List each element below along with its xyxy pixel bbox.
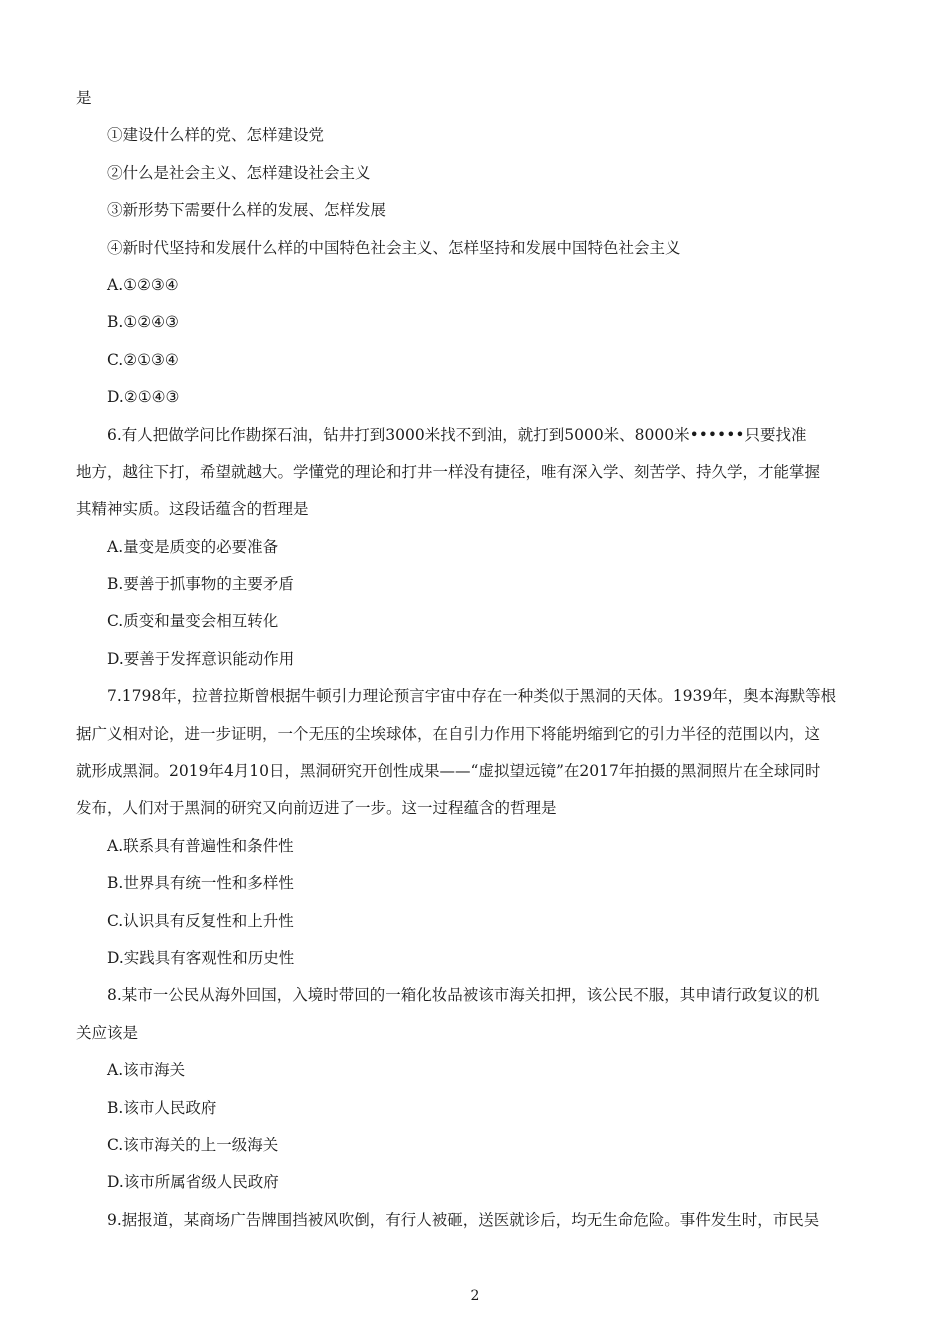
q6-stem-line-2: 地方，越往下打，希望就越大。学懂党的理论和打井一样没有捷径，唯有深入学、刻苦学、持久学，才能掌握 xyxy=(76,462,821,481)
q7-stem xyxy=(76,678,896,828)
q5-stem-tail: 是 xyxy=(76,89,92,107)
q8-option-a: A.该市海关 xyxy=(107,1061,186,1080)
q7-stem-line-3: 就形成黑洞。2019年4月10日，黑洞研究开创性成果——“虚拟望远镜”在2017年拍摄的黑洞照片在全球同时 xyxy=(76,762,821,781)
q6-option-a: A.量变是质变的必要准备 xyxy=(107,537,279,556)
q9-stem xyxy=(76,1202,896,1239)
q8-option-c: C.该市海关的上一级海关 xyxy=(107,1135,279,1154)
q5-option-b: B.①②④③ xyxy=(107,313,179,332)
document-body xyxy=(76,80,896,1239)
q7-option-d: D.实践具有客观性和历史性 xyxy=(107,948,295,967)
q7-option-c: C.认识具有反复性和上升性 xyxy=(107,911,294,930)
q8-stem xyxy=(76,977,896,1052)
q6-option-c: C.质变和量变会相互转化 xyxy=(107,612,279,631)
q6-stem-line-1: 6.有人把做学问比作勘探石油，钻井打到3000米找不到油，就打到5000米、8000米••••••只要找准 xyxy=(107,425,807,444)
q7-stem-line-1: 7.1798年，拉普拉斯曾根据牛顿引力理论预言宇宙中存在一种类似于黑洞的天体。1939年，奥本海默等根 xyxy=(107,687,837,706)
q8-option-d: D.该市所属省级人民政府 xyxy=(107,1173,279,1192)
q5-item-3: ③新形势下需要什么样的发展、怎样发展 xyxy=(107,201,387,220)
q5-item-4: ④新时代坚持和发展什么样的中国特色社会主义、怎样坚持和发展中国特色社会主义 xyxy=(107,238,681,257)
q5-item-1: ①建设什么样的党、怎样建设党 xyxy=(107,126,325,145)
q7-stem-line-2: 据广义相对论，进一步证明，一个无压的尘埃球体，在自引力作用下将能坍缩到它的引力半径的范围以内，这 xyxy=(76,724,821,743)
q6-option-d: D.要善于发挥意识能动作用 xyxy=(107,649,295,668)
q7-stem-line-4: 发布，人们对于黑洞的研究又向前迈进了一步。这一过程蕴含的哲理是 xyxy=(76,799,557,818)
page-number: 2 xyxy=(470,1288,480,1304)
q6-stem xyxy=(76,417,896,529)
q5-item-2: ②什么是社会主义、怎样建设社会主义 xyxy=(107,163,371,182)
q9-stem-line-1: 9.据报道，某商场广告牌围挡被风吹倒，有行人被砸，送医就诊后，均无生命危险。事件发生时，市民吴 xyxy=(107,1210,820,1229)
q6-option-b: B.要善于抓事物的主要矛盾 xyxy=(107,575,294,594)
q8-stem-line-1: 8.某市一公民从海外回国，入境时带回的一箱化妆品被该市海关扣押，该公民不服，其申请行政复议的机 xyxy=(107,986,820,1005)
q5-option-a: A.①②③④ xyxy=(107,275,179,294)
q6-stem-line-3: 其精神实质。这段话蕴含的哲理是 xyxy=(76,500,309,519)
q8-option-b: B.该市人民政府 xyxy=(107,1098,217,1117)
q7-option-a: A.联系具有普遍性和条件性 xyxy=(107,836,294,855)
q7-option-b: B.世界具有统一性和多样性 xyxy=(107,874,294,893)
q5-option-d: D.②①④③ xyxy=(107,388,180,407)
q5-option-c: C.②①③④ xyxy=(107,350,179,369)
q8-stem-line-2: 关应该是 xyxy=(76,1023,139,1042)
